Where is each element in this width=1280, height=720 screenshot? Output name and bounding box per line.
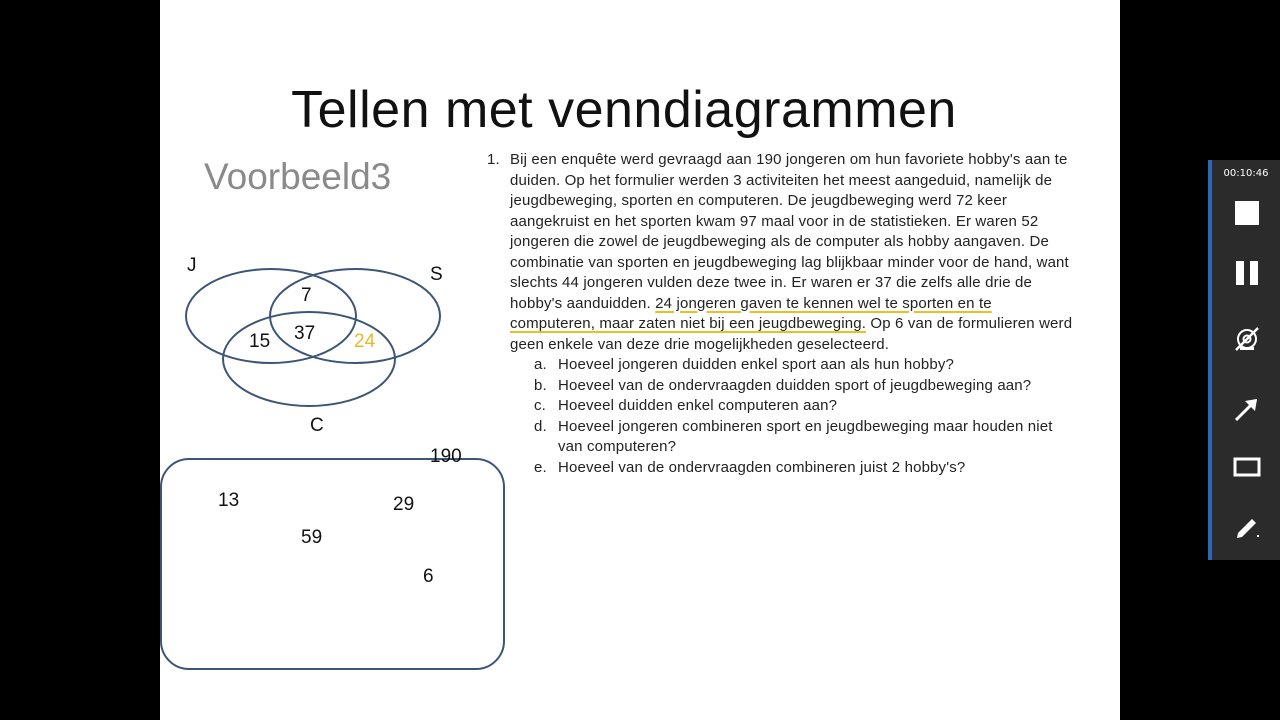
- pause-icon[interactable]: [1230, 256, 1264, 290]
- question-letter: d.: [534, 417, 547, 435]
- label-c: C: [310, 415, 324, 436]
- question-item: [534, 458, 1074, 479]
- label-s: S: [430, 264, 443, 285]
- question-letter: a.: [534, 356, 547, 373]
- intro-part-end: Op 6 van de formulieren werd geen enkele van deze drie mogelijkheden geselecteerd.: [510, 315, 1073, 353]
- rectangle-icon[interactable]: [1230, 450, 1264, 484]
- intro-part: Bij een enquête werd gevraagd aan 190 jongeren om hun favoriete hobby's aan te duiden. Op het formulier werden 3 activiteiten het meest aangeduid, namelijk de jeugdbeweging, sporten en computeren. De jeugdbeweging werd 72 keer aangekruist en het sporten kwam 97 maal voor in de statistieken. Er waren 52 jongeren die zowel de jeugdbeweging als de computer als hobby aangaven. De combinatie van sporten en jeugdbeweging lag blijkbaar minder voor de hand, want slechts 44 jongeren vulden deze twee in. Er waren er 37 die zelfs alle drie de hobby's aanduidden.: [510, 151, 1069, 312]
- question-text: Hoeveel van de ondervraagden combineren juist 2 hobby's?: [558, 458, 966, 476]
- slide-title: Tellen met venndiagrammen: [291, 81, 957, 139]
- box-j-only: 13: [218, 490, 240, 511]
- problem-number: 1.: [487, 151, 500, 168]
- stop-icon[interactable]: [1230, 196, 1264, 230]
- question-letter: e.: [534, 458, 547, 476]
- box-none: 6: [423, 566, 434, 587]
- question-item: [534, 417, 1074, 458]
- label-j: J: [187, 255, 197, 276]
- question-letter: c.: [534, 397, 546, 414]
- slide-subtitle: Voorbeeld3: [204, 156, 392, 197]
- venn-sc-only: 24: [354, 331, 376, 352]
- recording-toolbar: [1208, 160, 1280, 560]
- venn-jc-only: 15: [249, 331, 271, 352]
- question-text: Hoeveel jongeren combineren sport en jeugdbeweging maar houden niet van computeren?: [558, 417, 1053, 455]
- arrow-icon[interactable]: [1230, 392, 1264, 426]
- question-text: Hoeveel duidden enkel computeren aan?: [558, 397, 838, 414]
- question-text: Hoeveel jongeren duidden enkel sport aan als hun hobby?: [558, 356, 955, 373]
- question-list: [534, 355, 1074, 478]
- box-s-only: 29: [393, 494, 415, 515]
- pen-icon[interactable]: [1230, 510, 1264, 544]
- venn-all-three: 37: [294, 323, 316, 344]
- question-item: [534, 376, 1074, 397]
- problem-text: [484, 150, 1074, 478]
- question-letter: b.: [534, 376, 547, 394]
- venn-js-only: 7: [301, 285, 312, 306]
- problem-intro: [510, 150, 1074, 355]
- box-total: 190: [430, 446, 462, 467]
- camera-off-icon[interactable]: [1230, 322, 1264, 356]
- question-text: Hoeveel van de ondervraagden duidden sport of jeugdbeweging aan?: [558, 376, 1032, 394]
- question-item: [534, 355, 1074, 376]
- highlighted-sentence: 24 jongeren gaven te kennen wel te sporten en te computeren, maar zaten niet bij een jeugdbeweging.: [510, 294, 992, 332]
- slide: [160, 0, 1120, 720]
- question-item: [534, 396, 1074, 417]
- recording-timer: 00:10:46: [1223, 168, 1269, 179]
- universe-box: [161, 459, 504, 669]
- box-c-only: 59: [301, 527, 323, 548]
